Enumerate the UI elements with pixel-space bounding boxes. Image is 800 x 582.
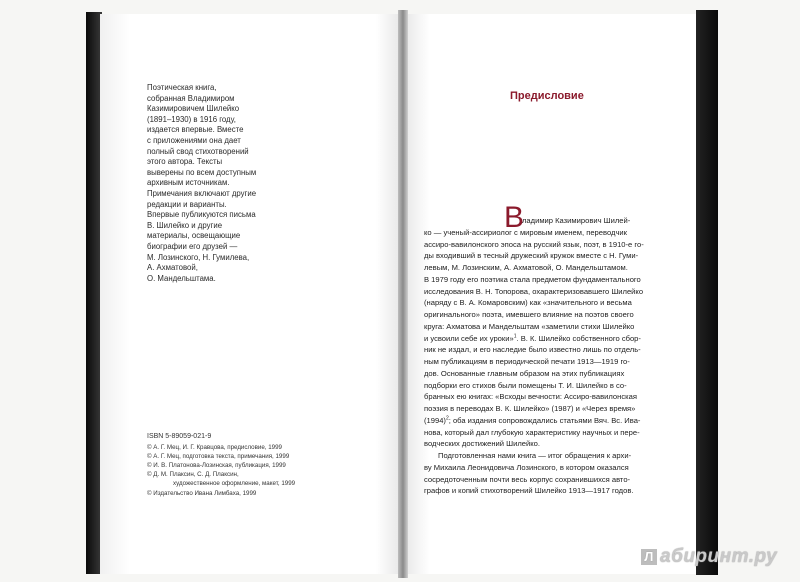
copyright-line: художественное оформление, макет, 1999 <box>173 480 296 488</box>
isbn: ISBN 5-89059-021-9 <box>147 433 212 440</box>
annotation-line: редакции и варианты. <box>147 199 227 209</box>
annotation-line: этого автора. Тексты <box>147 157 223 167</box>
copyright-block <box>147 432 367 498</box>
text-line: В 1979 году его поэтика стала предметом фундаментального <box>424 274 641 284</box>
watermark-logo-icon: Л <box>641 549 657 565</box>
watermark-text: абиринт.ру <box>660 546 778 567</box>
copyright-line: © А. Г. Мец, подготовка текста, примечания, 1999 <box>147 453 290 461</box>
annotation-line: издается впервые. Вместе <box>147 125 244 135</box>
text-fragment: ; оба издания сопровождались статьями Вяч. Вс. Ива- <box>448 415 641 425</box>
text-line: графов и копий стихотворений Шилейко 1913—1917 годов. <box>424 486 634 496</box>
text-line: ник не издал, и его наследие было известно лишь по отдель- <box>424 345 641 355</box>
text-line: исследования В. Н. Топорова, охарактеризовавшего Шилейко <box>424 286 644 296</box>
annotation-line: полный свод стихотворений <box>147 146 249 156</box>
copyright-line: © А. Г. Мец, И. Г. Кравцова, предисловие, 1999 <box>147 444 282 452</box>
annotation-line: материалы, освещающие <box>147 231 241 241</box>
text-line <box>424 333 686 345</box>
annotation-line: собранная Владимиром <box>147 93 235 103</box>
text-line: оригинального» поэта, имевшего влияние на поэтов своего <box>424 310 634 319</box>
text-line: ассиро-вавилонского эпоса на русский язык, поэт, в 1910-е го- <box>424 239 644 249</box>
annotation-line: биографии его друзей — <box>147 241 238 251</box>
text-line: водческих достижений Шилейко. <box>424 439 540 449</box>
text-line <box>424 415 686 427</box>
text-fragment: (1994) <box>424 415 446 425</box>
drop-cap: В <box>504 201 525 234</box>
chapter-heading: Предисловие <box>510 90 584 102</box>
annotation-line: Впервые публикуются письма <box>147 210 256 220</box>
text-line: круга: Ахматова и Мандельштам «заметили стихи Шилейко <box>424 321 635 331</box>
footnote-ref: 1 <box>513 332 517 339</box>
text-line: ладимир Казимирович Шилей- <box>522 216 631 225</box>
annotation-line: (1891–1930) в 1916 году, <box>147 114 236 124</box>
annotation-line: О. Мандельштама. <box>147 273 216 283</box>
text-line: подборки его стихов были помещены Т. И. Шилейко в со- <box>424 380 627 390</box>
book-gutter <box>398 10 408 578</box>
book-annotation <box>147 83 317 284</box>
text-line: нова, который дал глубокую характеристику научных и пере- <box>424 427 640 437</box>
text-line: бранных ею книгах: «Всходы вечности: Ассиро-вавилонская <box>424 392 637 402</box>
text-line: левым, М. Лозинским, А. Ахматовой, О. Мандельштамом. <box>424 263 628 272</box>
text-line: (наряду с В. А. Комаровским) как «значительного и весьма <box>424 298 632 308</box>
annotation-line: выверены по всем доступным <box>147 167 257 177</box>
preface-text <box>424 215 686 497</box>
annotation-line: М. Лозинского, Н. Гумилева, <box>147 252 250 262</box>
footnote-ref: 2 <box>445 415 449 422</box>
text-fragment: и усвоили себе их уроки» <box>424 333 514 343</box>
text-line: ным публикациям в периодической печати 1913—1919 го- <box>424 357 630 366</box>
text-line: Подготовленная нами книга — итог обращения к архи- <box>438 451 632 460</box>
annotation-line: Примечания включают другие <box>147 188 257 198</box>
annotation-line: В. Шилейко и другие <box>147 220 223 230</box>
text-line: сосредоточенным почти весь корпус сохранившихся авто- <box>424 474 631 484</box>
annotation-line: с приложениями она дает <box>147 135 241 145</box>
copyright-line: © И. В. Платонова-Лозинская, публикация, 1999 <box>147 462 286 470</box>
text-line: дов. Основанные главным образом на этих публикациях <box>424 368 625 378</box>
book-edge-right <box>696 10 718 575</box>
annotation-line: Поэтическая книга, <box>147 83 217 92</box>
text-line: ву Михаила Леонидовича Лозинского, в котором оказался <box>424 462 629 472</box>
copyright-line: © Д. М. Плаксин, С. Д. Плаксин, <box>147 471 239 479</box>
text-line: ды входивший в тесный дружеский кружок вместе с Н. Гуми- <box>424 251 639 261</box>
annotation-line: архивным источникам. <box>147 178 230 188</box>
text-fragment: . В. К. Шилейко собственного сбор- <box>516 333 641 343</box>
annotation-line: Казимировичем Шилейко <box>147 104 240 114</box>
text-line: ко — ученый-ассириолог с мировым именем, переводчик <box>424 227 627 237</box>
annotation-line: А. Ахматовой, <box>147 263 198 273</box>
text-line: поэзия в переводах В. К. Шилейко» (1987) и «Через время» <box>424 404 636 413</box>
watermark <box>641 546 777 568</box>
copyright-line: © Издательство Ивана Лимбаха, 1999 <box>147 489 257 497</box>
